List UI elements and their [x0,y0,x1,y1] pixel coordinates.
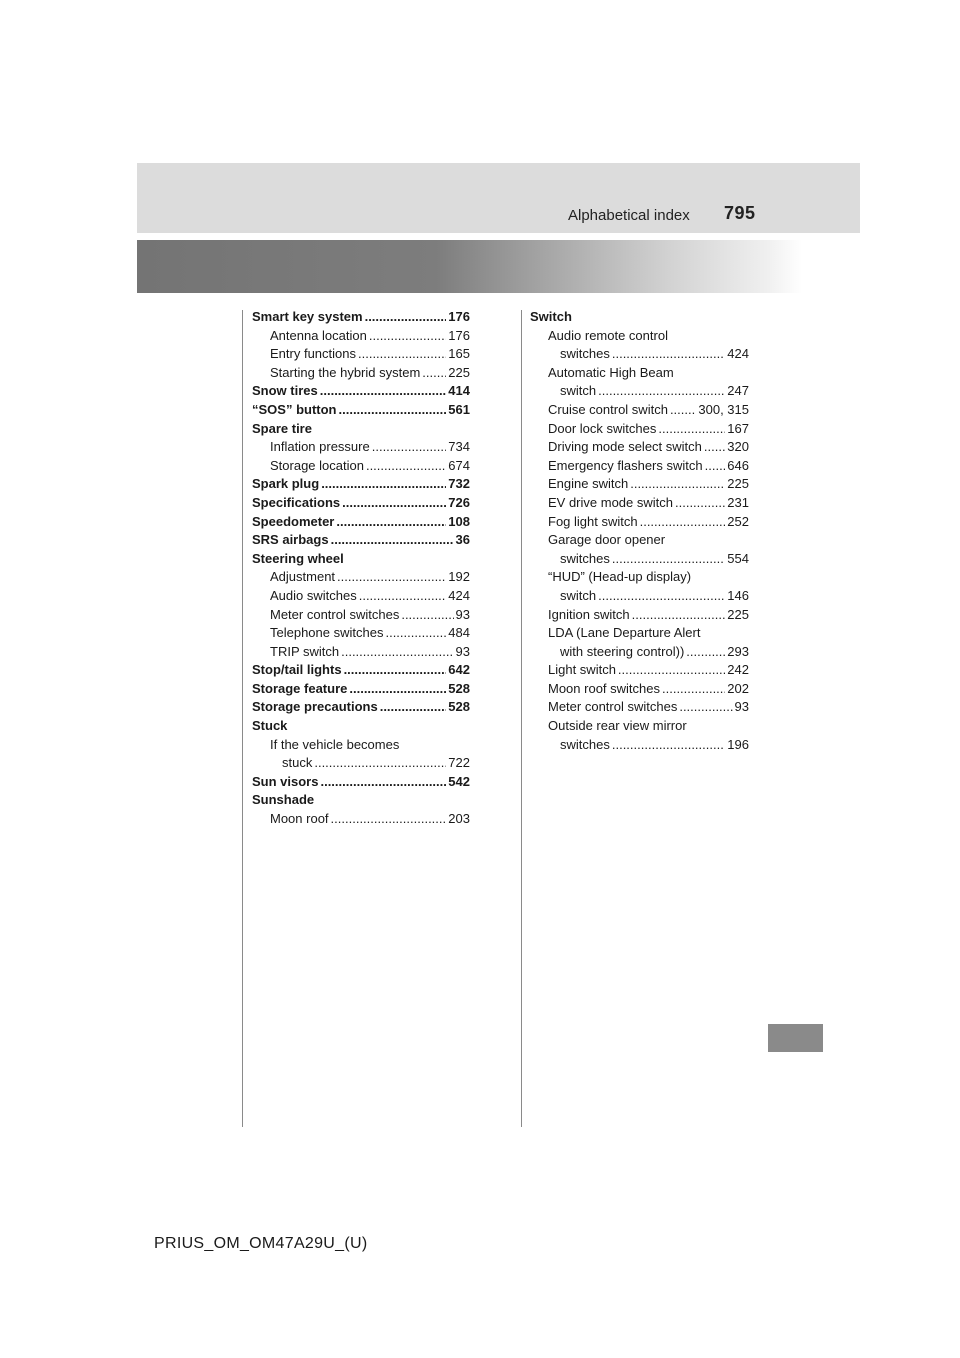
index-entry [530,587,749,606]
page-ref: 320 [727,439,749,455]
index-term: Automatic High Beam [548,364,674,380]
index-entry [530,661,749,680]
dot-leader [320,773,446,792]
index-term: Speedometer [252,513,335,529]
page-ref: 424 [448,587,470,603]
dot-leader [630,475,725,494]
dot-leader [337,568,446,587]
dot-leader [598,382,725,401]
dot-leader [658,420,725,439]
index-term: Sun visors [252,773,319,789]
index-term: Engine switch [548,476,629,492]
dot-leader [612,736,725,755]
index-entry [530,513,749,532]
page-ref: 176 [448,327,470,343]
index-term: If the vehicle becomes [270,736,400,752]
dot-leader [686,643,725,662]
index-term: switches [560,550,610,566]
index-entry [252,606,470,625]
section-tab [768,1024,823,1052]
page-ref: 242 [727,662,749,678]
dot-leader [358,345,446,364]
index-term: Outside rear view mirror [548,718,687,734]
dot-leader [705,457,726,476]
document-code: PRIUS_OM_OM47A29U_(U) [154,1235,368,1252]
page-ref: 732 [448,476,470,492]
index-term: Smart key system [252,309,363,324]
dot-leader [331,531,454,550]
dot-leader [359,587,447,606]
page-ref: 293 [727,643,749,659]
index-entry [252,345,470,364]
index-term: Adjustment [270,569,336,585]
index-column-right [530,308,749,754]
page-ref: 726 [448,494,470,510]
dot-leader [612,550,725,569]
index-entry [530,643,749,662]
index-entry [252,773,470,792]
index-entry [530,382,749,401]
dot-leader [422,364,446,383]
index-entry [252,401,470,420]
dot-leader [331,810,447,829]
index-entry [252,810,470,829]
index-entry [530,550,749,569]
page-ref: 165 [448,346,470,362]
dot-leader [380,698,447,717]
index-term: Switch [530,309,572,324]
index-term: switch [560,383,597,399]
dot-leader [342,494,446,513]
dot-leader [598,587,725,606]
index-term: Door lock switches [548,420,657,436]
index-term: switches [560,346,610,362]
page-ref: 642 [448,662,470,678]
page-ref: 167 [727,420,749,436]
page-number: 795 [724,203,756,223]
index-entry [530,420,749,439]
index-term: Starting the hybrid system [270,364,421,380]
index-term: Steering wheel [252,550,344,566]
dot-leader [679,698,732,717]
index-entry [252,438,470,457]
index-term: Cruise control switch [548,401,668,417]
index-entry [530,680,749,699]
page-ref: 203 [448,811,470,827]
index-entry [530,698,749,717]
dot-leader [401,606,453,625]
page-ref: 734 [448,439,470,455]
index-entry [252,513,470,532]
index-term: Specifications [252,494,341,510]
index-entry [530,568,749,587]
dot-leader [339,401,447,420]
page-ref: 202 [727,680,749,696]
page-ref: 674 [448,457,470,473]
index-entry [252,624,470,643]
page-ref: 528 [448,699,470,715]
index-entry [530,308,749,327]
index-term: Emergency flashers switch [548,457,703,473]
page-ref: 252 [727,513,749,529]
index-entry [530,606,749,625]
index-entry [252,364,470,383]
index-term: Fog light switch [548,513,638,529]
index-term: with steering control)) [560,643,685,659]
index-term: Ignition switch [548,606,630,622]
index-entry [252,308,470,327]
index-entry [252,717,470,736]
index-term: Moon roof [270,811,329,827]
index-entry [530,438,749,457]
index-term: switches [560,736,610,752]
page-ref: 225 [727,606,749,622]
index-entry [252,698,470,717]
page-ref: 93 [734,699,749,715]
page-ref: 300, 315 [698,401,749,417]
dot-leader [365,308,447,327]
index-entry [252,754,470,773]
page-ref: 722 [448,755,470,771]
index-entry [252,382,470,401]
dot-leader [341,643,453,662]
page-ref: 146 [727,587,749,603]
dot-leader [320,382,447,401]
index-entry [252,736,470,755]
index-term: “SOS” button [252,401,337,417]
page-ref: 93 [455,606,470,622]
index-term: Meter control switches [270,606,400,622]
index-term: Spark plug [252,476,320,492]
index-entry [530,736,749,755]
index-entry [252,420,470,439]
index-entry [530,345,749,364]
page-ref: 225 [727,476,749,492]
dot-leader [385,624,446,643]
page-ref: 196 [727,736,749,752]
dot-leader [344,661,447,680]
index-term: Storage location [270,457,364,473]
index-entry [252,457,470,476]
dot-leader [336,513,446,532]
index-term: Driving mode select switch [548,439,702,455]
index-entry [530,717,749,736]
index-entry [530,327,749,346]
dot-leader [366,457,446,476]
index-term: stuck [282,755,313,771]
index-term: Audio remote control [548,327,668,343]
index-entry [530,364,749,383]
index-term: EV drive mode switch [548,494,673,510]
index-term: Storage feature [252,680,348,696]
index-entry [252,327,470,346]
index-entry [530,624,749,643]
index-entry [252,475,470,494]
index-entry [252,568,470,587]
index-term: Meter control switches [548,699,678,715]
dot-leader [612,345,725,364]
index-term: LDA (Lane Departure Alert [548,625,701,641]
page-ref: 528 [448,680,470,696]
index-entry [530,401,749,420]
page-ref: 554 [727,550,749,566]
dot-leader [670,401,696,420]
page-ref: 231 [727,494,749,510]
dot-leader [372,438,447,457]
header-gradient-bar [137,240,802,293]
page-ref: 247 [727,383,749,399]
dot-leader [675,494,725,513]
index-term: Spare tire [252,420,312,436]
page-ref: 414 [448,383,470,399]
dot-leader [369,327,446,346]
index-term: Sunshade [252,792,315,808]
column-divider-right [521,310,522,1127]
index-term: Inflation pressure [270,439,370,455]
index-term: Audio switches [270,587,357,603]
index-entry [252,643,470,662]
section-title: Alphabetical index [568,207,690,224]
index-term: Garage door opener [548,532,666,548]
index-entry [530,475,749,494]
dot-leader [321,475,446,494]
index-term: Light switch [548,662,616,678]
page-ref: 225 [448,364,470,380]
page-ref: 561 [448,401,470,417]
index-entry [252,494,470,513]
page-ref: 646 [727,457,749,473]
page-ref: 93 [455,643,470,659]
index-term: switch [560,587,597,603]
index-entry [252,550,470,569]
index-term: Snow tires [252,383,318,399]
dot-leader [314,754,446,773]
index-entry [252,531,470,550]
index-entry [530,494,749,513]
page-ref: 192 [448,569,470,585]
page-ref: 108 [448,513,470,529]
index-entry [252,791,470,810]
dot-leader [618,661,725,680]
index-entry [252,680,470,699]
dot-leader [704,438,725,457]
dot-leader [349,680,446,699]
page-ref: 424 [727,346,749,362]
index-column-left [252,308,470,829]
index-entry [530,457,749,476]
index-term: Stuck [252,718,288,734]
index-term: TRIP switch [270,643,340,659]
index-entry [252,661,470,680]
index-term: Stop/tail lights [252,662,342,678]
index-term: Antenna location [270,327,367,343]
index-entry [252,587,470,606]
dot-leader [662,680,725,699]
index-term: SRS airbags [252,532,329,548]
dot-leader [632,606,726,625]
index-term: Storage precautions [252,699,378,715]
index-term: “HUD” (Head-up display) [548,569,692,585]
index-term: Telephone switches [270,625,384,641]
column-divider-left [242,310,243,1127]
index-entry [530,531,749,550]
page-ref: 542 [448,773,470,789]
index-term: Entry functions [270,346,356,362]
page-ref: 484 [448,625,470,641]
index-term: Moon roof switches [548,680,660,696]
dot-leader [640,513,726,532]
page-ref: 36 [455,532,470,548]
page-ref: 176 [448,309,470,324]
